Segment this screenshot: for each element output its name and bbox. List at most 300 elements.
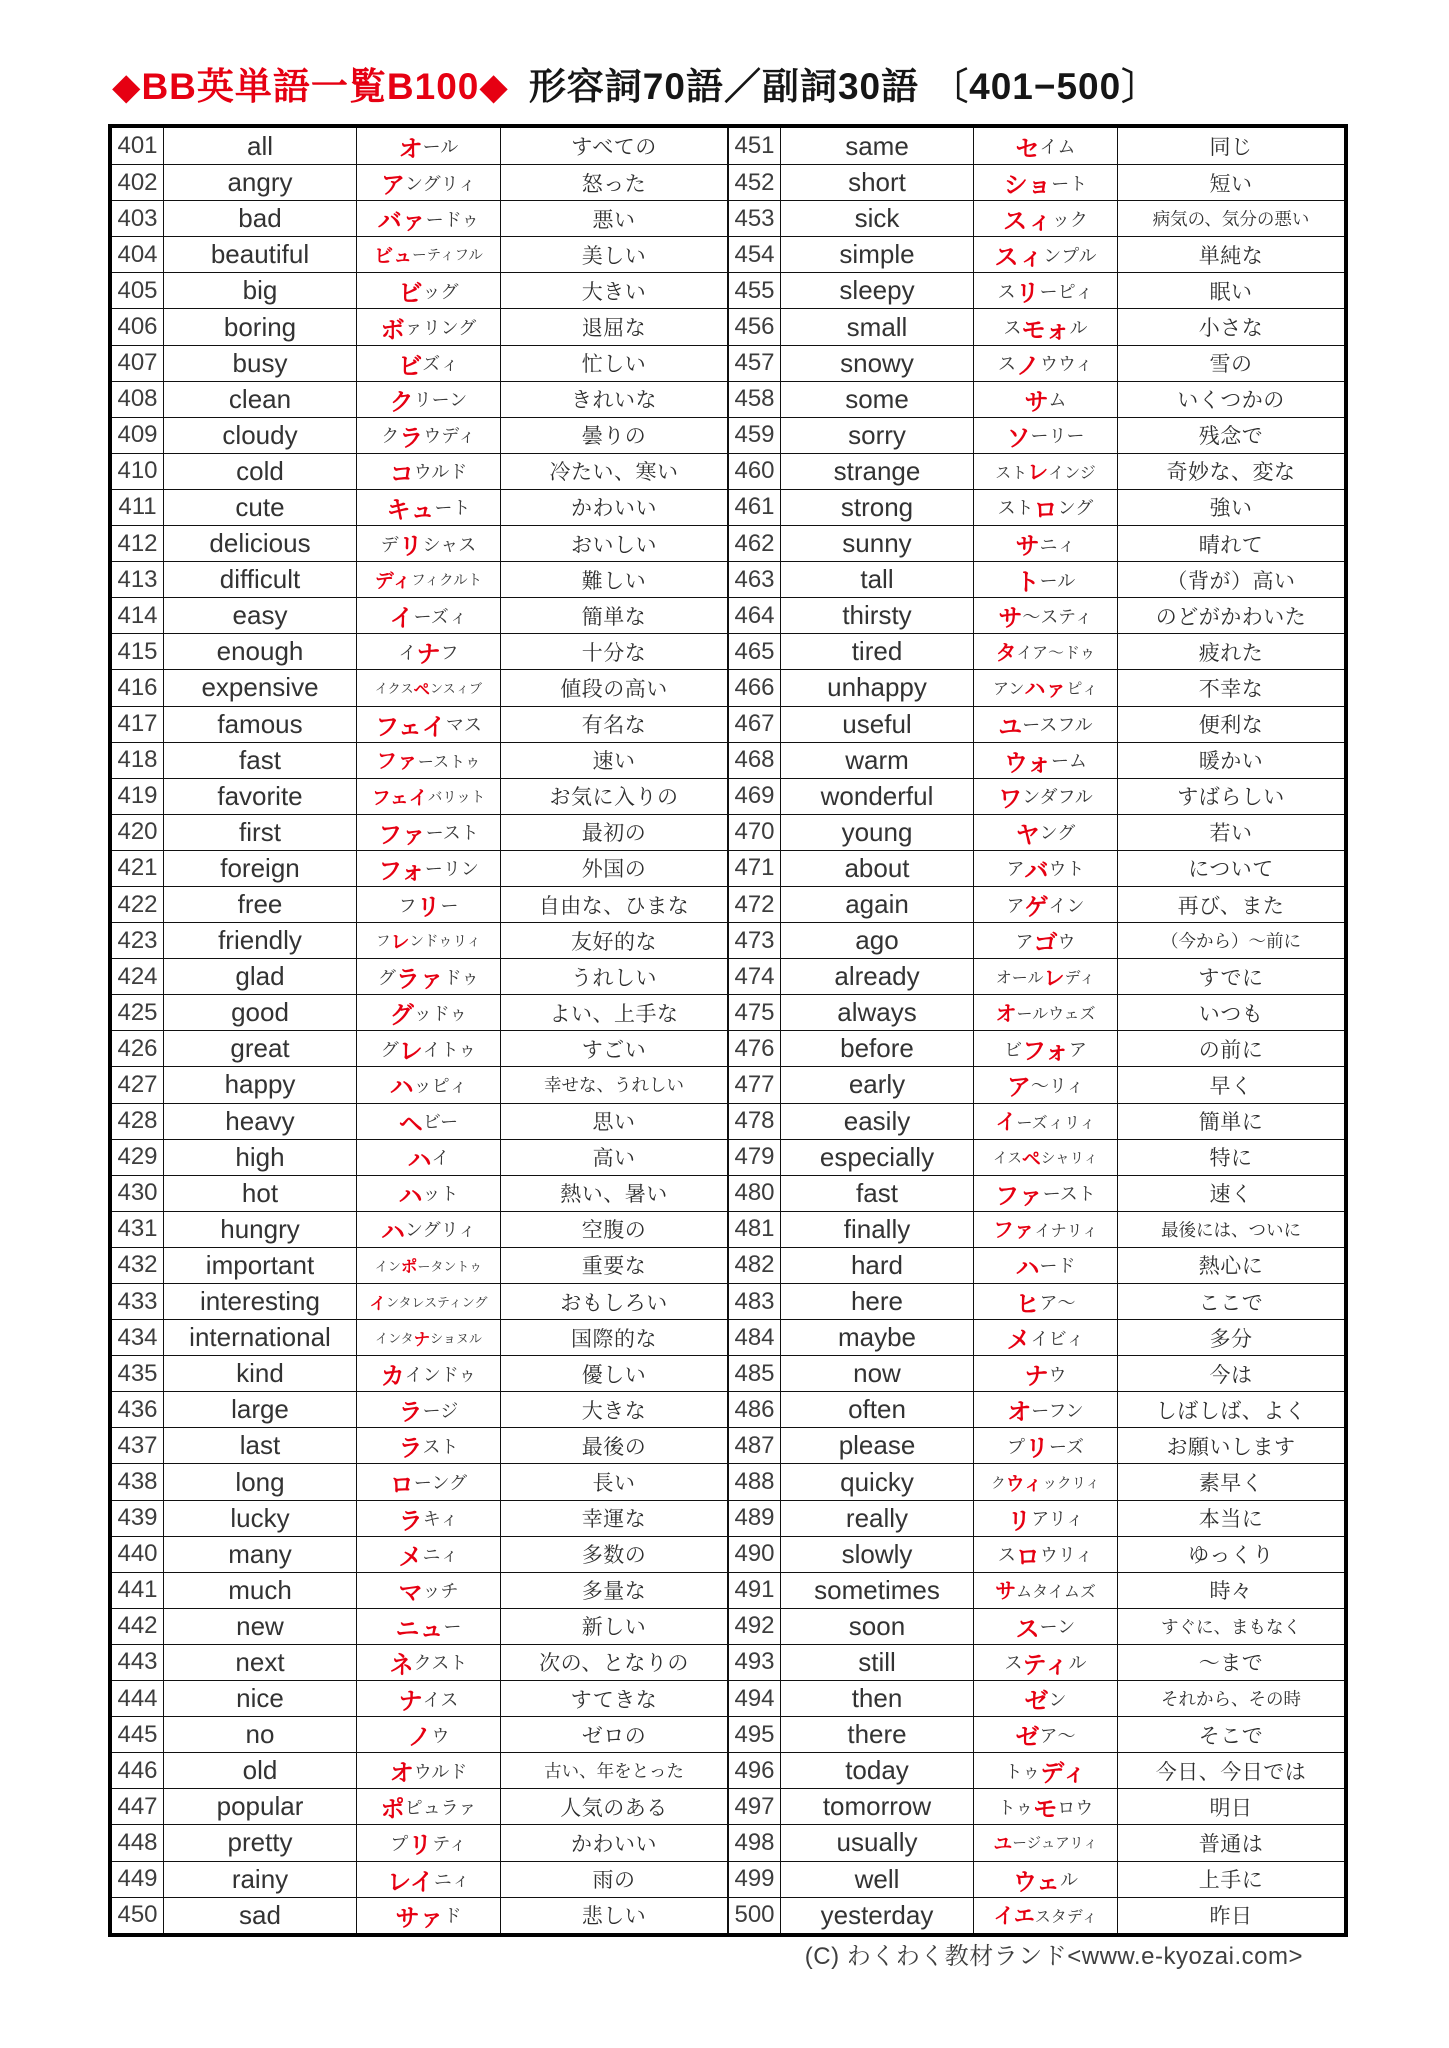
word-number: 468 xyxy=(734,746,775,774)
kana-plain: バリット xyxy=(427,789,486,806)
japanese-meaning: 上手に xyxy=(1117,1862,1344,1897)
english-word: snowy xyxy=(780,346,973,381)
katakana-pronunciation xyxy=(973,1067,1117,1102)
table-row xyxy=(729,1103,1344,1139)
kana-accent: イエ xyxy=(993,1905,1035,1929)
katakana-pronunciation xyxy=(973,959,1117,994)
japanese-meaning: 難しい xyxy=(500,562,727,597)
word-number: 497 xyxy=(734,1792,775,1820)
english-word: enough xyxy=(163,634,356,669)
japanese-meaning: （今から）～前に xyxy=(1117,923,1344,958)
english-word: usually xyxy=(780,1825,973,1860)
word-number: 483 xyxy=(734,1287,775,1315)
table-row xyxy=(729,1066,1344,1102)
japanese-meaning: 普通は xyxy=(1117,1825,1344,1860)
kana-accent: レ xyxy=(390,932,410,954)
kana-accent: ロ xyxy=(1033,496,1058,524)
english-word: well xyxy=(780,1862,973,1897)
kana-plain: ス xyxy=(1004,1653,1023,1674)
kana-plain: ズィ xyxy=(422,354,459,375)
kana-plain: ス xyxy=(997,1545,1016,1566)
katakana-pronunciation xyxy=(356,1753,500,1788)
kana-plain: シャス xyxy=(422,534,477,555)
japanese-meaning: いつも xyxy=(1117,995,1344,1030)
english-word: no xyxy=(163,1717,356,1752)
katakana-pronunciation xyxy=(356,670,500,705)
kana-plain: スタディ xyxy=(1034,1908,1098,1926)
kana-accent: ロ xyxy=(1015,1543,1040,1571)
english-word: already xyxy=(780,959,973,994)
english-word: unhappy xyxy=(780,670,973,705)
kana-plain: イ xyxy=(398,642,417,663)
word-number: 430 xyxy=(117,1179,158,1207)
table-row xyxy=(112,922,727,958)
table-row xyxy=(729,1391,1344,1427)
english-word: lucky xyxy=(163,1501,356,1536)
kana-accent: ラ xyxy=(399,424,424,452)
katakana-pronunciation xyxy=(973,1609,1117,1644)
english-word: clean xyxy=(163,382,356,417)
japanese-meaning: 不幸な xyxy=(1117,670,1344,705)
english-word: angry xyxy=(163,165,356,200)
katakana-pronunciation xyxy=(356,1501,500,1536)
kana-plain: イナリィ xyxy=(1034,1222,1098,1240)
katakana-pronunciation xyxy=(973,995,1117,1030)
kana-plain: ウディ xyxy=(423,426,476,447)
kana-plain: ングリィ xyxy=(405,1220,476,1241)
word-number: 472 xyxy=(734,890,775,918)
japanese-meaning: 有名な xyxy=(500,707,727,742)
word-number: 471 xyxy=(734,854,775,882)
kana-accent: ティ xyxy=(1022,1651,1069,1679)
japanese-meaning: 大きい xyxy=(500,273,727,308)
table-row xyxy=(112,164,727,200)
word-number: 441 xyxy=(117,1576,158,1604)
english-word: hungry xyxy=(163,1212,356,1247)
katakana-pronunciation xyxy=(973,201,1117,236)
katakana-pronunciation xyxy=(356,1031,500,1066)
vocab-table xyxy=(108,124,1348,1937)
kana-accent: リ xyxy=(398,533,423,561)
word-number: 418 xyxy=(117,746,158,774)
table-row xyxy=(112,1897,727,1933)
japanese-meaning: 単純な xyxy=(1117,237,1344,272)
word-number: 459 xyxy=(734,421,775,449)
japanese-meaning: すごい xyxy=(500,1031,727,1066)
english-word: sometimes xyxy=(780,1573,973,1608)
katakana-pronunciation xyxy=(973,382,1117,417)
kana-accent: ラァ xyxy=(395,966,444,994)
table-row xyxy=(729,1861,1344,1897)
japanese-meaning: 最初の xyxy=(500,815,727,850)
word-number: 495 xyxy=(734,1720,775,1748)
table-row xyxy=(112,1030,727,1066)
kana-accent: イ xyxy=(389,605,414,633)
table-row xyxy=(112,1355,727,1391)
kana-plain: ムタイムズ xyxy=(1016,1583,1096,1601)
kana-plain: ンタレスティング xyxy=(385,1295,488,1311)
english-word: happy xyxy=(163,1067,356,1102)
kana-accent: フォ xyxy=(378,857,425,885)
word-number: 438 xyxy=(117,1468,158,1496)
table-row xyxy=(729,850,1344,886)
kana-plain: ーング xyxy=(413,1473,468,1494)
english-word: hard xyxy=(780,1248,973,1283)
word-number: 492 xyxy=(734,1612,775,1640)
english-word: foreign xyxy=(163,851,356,886)
japanese-meaning: かわいい xyxy=(500,490,727,525)
japanese-meaning: 便利な xyxy=(1117,707,1344,742)
word-number: 467 xyxy=(734,710,775,738)
kana-accent: イ xyxy=(995,1111,1017,1135)
katakana-pronunciation xyxy=(356,1681,500,1716)
english-word: sad xyxy=(163,1898,356,1933)
kana-plain: ーリー xyxy=(1030,426,1085,447)
katakana-pronunciation xyxy=(356,1825,500,1860)
katakana-pronunciation xyxy=(973,1428,1117,1463)
katakana-pronunciation xyxy=(356,237,500,272)
japanese-meaning: 思い xyxy=(500,1104,727,1139)
word-number: 445 xyxy=(117,1720,158,1748)
kana-plain: ディ xyxy=(1064,970,1096,988)
katakana-pronunciation xyxy=(973,779,1117,814)
english-word: strong xyxy=(780,490,973,525)
kana-plain: ート xyxy=(434,498,471,519)
word-number: 479 xyxy=(734,1143,775,1171)
english-word: tired xyxy=(780,634,973,669)
table-row xyxy=(729,489,1344,525)
english-word: today xyxy=(780,1753,973,1788)
table-row xyxy=(112,236,727,272)
english-word: cute xyxy=(163,490,356,525)
word-number: 458 xyxy=(734,385,775,413)
table-row xyxy=(112,1536,727,1572)
japanese-meaning: お気に入りの xyxy=(500,779,727,814)
word-number: 491 xyxy=(734,1576,775,1604)
katakana-pronunciation xyxy=(973,454,1117,489)
kana-plain: ーズィリィ xyxy=(1016,1114,1096,1132)
word-number: 446 xyxy=(117,1756,158,1784)
katakana-pronunciation xyxy=(356,887,500,922)
table-row xyxy=(112,994,727,1030)
word-list-left xyxy=(112,128,727,1933)
kana-plain: アリィ xyxy=(1031,1509,1084,1530)
katakana-pronunciation xyxy=(356,1104,500,1139)
table-row xyxy=(112,886,727,922)
table-row xyxy=(729,1680,1344,1716)
word-number: 436 xyxy=(117,1395,158,1423)
english-word: thirsty xyxy=(780,598,973,633)
kana-accent: モ xyxy=(1033,1796,1058,1824)
japanese-meaning: ゼロの xyxy=(500,1717,727,1752)
english-word: especially xyxy=(780,1140,973,1175)
katakana-pronunciation xyxy=(973,237,1117,272)
kana-plain: ング xyxy=(1039,823,1076,844)
kana-plain: ァリング xyxy=(404,318,477,339)
kana-plain: ーフン xyxy=(1031,1400,1084,1421)
katakana-pronunciation xyxy=(973,1717,1117,1752)
japanese-meaning: すぐに、まもなく xyxy=(1117,1609,1344,1644)
katakana-pronunciation xyxy=(356,1428,500,1463)
kana-plain: イン xyxy=(1048,895,1085,916)
katakana-pronunciation xyxy=(973,815,1117,850)
word-list-right xyxy=(727,128,1344,1933)
table-row xyxy=(112,1247,727,1283)
english-word: kind xyxy=(163,1356,356,1391)
word-number: 412 xyxy=(117,529,158,557)
table-row xyxy=(112,272,727,308)
japanese-meaning: 美しい xyxy=(500,237,727,272)
kana-accent: ポ xyxy=(380,1796,405,1824)
kana-accent: ハ xyxy=(381,1218,406,1246)
english-word: easy xyxy=(163,598,356,633)
english-word: beautiful xyxy=(163,237,356,272)
kana-plain: ス xyxy=(1003,318,1022,339)
katakana-pronunciation xyxy=(356,707,500,742)
katakana-pronunciation xyxy=(356,1212,500,1247)
kana-accent: ナ xyxy=(1024,1363,1049,1391)
table-row xyxy=(112,1788,727,1824)
kana-plain: ンドゥリィ xyxy=(409,934,482,951)
kana-plain: フ xyxy=(440,642,459,663)
japanese-meaning: 今は xyxy=(1117,1356,1344,1391)
kana-accent: キュ xyxy=(386,496,435,524)
japanese-meaning: について xyxy=(1117,851,1344,886)
english-word: favorite xyxy=(163,779,356,814)
english-word: always xyxy=(780,995,973,1030)
katakana-pronunciation xyxy=(973,1356,1117,1391)
kana-accent: ノ xyxy=(1016,352,1041,380)
kana-plain: ート xyxy=(1051,173,1088,194)
english-word: maybe xyxy=(780,1320,973,1355)
kana-accent: ウェ xyxy=(1012,1868,1061,1896)
katakana-pronunciation xyxy=(356,1645,500,1680)
kana-accent: フォ xyxy=(1022,1038,1069,1066)
japanese-meaning: ゆっくり xyxy=(1117,1537,1344,1572)
japanese-meaning: 多分 xyxy=(1117,1320,1344,1355)
kana-plain: ールウェズ xyxy=(1016,1006,1096,1024)
kana-plain: ル xyxy=(1069,318,1088,339)
english-word: some xyxy=(780,382,973,417)
kana-accent: フェイ xyxy=(375,713,446,741)
table-row xyxy=(729,1427,1344,1463)
kana-plain: ス xyxy=(997,281,1016,302)
english-word: then xyxy=(780,1681,973,1716)
japanese-meaning: そこで xyxy=(1117,1717,1344,1752)
table-row xyxy=(729,236,1344,272)
katakana-pronunciation xyxy=(356,454,500,489)
katakana-pronunciation xyxy=(356,634,500,669)
kana-plain: ア～ xyxy=(1039,1725,1076,1746)
kana-accent: オ xyxy=(995,1002,1017,1026)
japanese-meaning: すてきな xyxy=(500,1681,727,1716)
word-number: 480 xyxy=(734,1179,775,1207)
kana-plain: ット xyxy=(422,1184,459,1205)
katakana-pronunciation xyxy=(356,1609,500,1644)
word-number: 496 xyxy=(734,1756,775,1784)
kana-plain: ージュアリィ xyxy=(1012,1836,1098,1853)
katakana-pronunciation xyxy=(356,201,500,236)
page-title xyxy=(112,64,1159,110)
word-number: 478 xyxy=(734,1107,775,1135)
kana-plain: ～スティ xyxy=(1022,606,1093,627)
kana-plain: ードゥ xyxy=(425,209,480,230)
kana-accent: ウォ xyxy=(1003,749,1052,777)
katakana-pronunciation xyxy=(973,1537,1117,1572)
kana-accent: バ xyxy=(1024,857,1049,885)
table-row xyxy=(729,200,1344,236)
kana-accent: ラ xyxy=(398,1507,423,1535)
kana-plain: オール xyxy=(995,970,1044,988)
katakana-pronunciation xyxy=(973,598,1117,633)
word-number: 477 xyxy=(734,1070,775,1098)
kana-accent: オ xyxy=(398,135,423,163)
kana-plain: イトゥ xyxy=(422,1039,477,1060)
kana-accent: ゼ xyxy=(1024,1688,1049,1716)
katakana-pronunciation xyxy=(356,382,500,417)
table-row xyxy=(729,1788,1344,1824)
word-number: 409 xyxy=(117,421,158,449)
kana-accent: ビュ xyxy=(374,246,413,268)
japanese-meaning: 新しい xyxy=(500,1609,727,1644)
english-word: delicious xyxy=(163,526,356,561)
japanese-meaning: きれいな xyxy=(500,382,727,417)
kana-accent: ユ xyxy=(998,713,1023,741)
kana-accent: ユ xyxy=(993,1834,1013,1856)
table-row xyxy=(729,164,1344,200)
katakana-pronunciation xyxy=(973,1501,1117,1536)
kana-accent: ボ xyxy=(380,316,405,344)
kana-accent: スィ xyxy=(994,244,1044,272)
kana-accent: リ xyxy=(408,1832,433,1860)
word-number: 484 xyxy=(734,1323,775,1351)
table-row xyxy=(112,778,727,814)
kana-plain: ニィ xyxy=(433,1870,470,1891)
word-number: 488 xyxy=(734,1468,775,1496)
japanese-meaning: 退屈な xyxy=(500,309,727,344)
japanese-meaning: 高い xyxy=(500,1140,727,1175)
kana-plain: ショヌル xyxy=(430,1331,482,1347)
kana-plain: ニィ xyxy=(422,1545,459,1566)
katakana-pronunciation xyxy=(973,1862,1117,1897)
table-row xyxy=(112,1572,727,1608)
kana-plain: ウウィ xyxy=(1040,354,1093,375)
word-number: 403 xyxy=(117,204,158,232)
english-word: fast xyxy=(780,1176,973,1211)
japanese-meaning: （背が）高い xyxy=(1117,562,1344,597)
word-number: 425 xyxy=(117,998,158,1026)
table-row xyxy=(729,1897,1344,1933)
kana-plain: ピュラァ xyxy=(404,1797,477,1818)
kana-accent: ファ xyxy=(378,821,426,849)
english-word: all xyxy=(163,128,356,164)
word-number: 404 xyxy=(117,240,158,268)
japanese-meaning: しばしば、よく xyxy=(1117,1392,1344,1427)
kana-plain: ビー xyxy=(422,1112,459,1133)
kana-plain: スト xyxy=(995,464,1028,482)
katakana-pronunciation xyxy=(973,743,1117,778)
katakana-pronunciation xyxy=(973,309,1117,344)
katakana-pronunciation xyxy=(973,128,1117,164)
kana-plain: ー xyxy=(443,1617,462,1638)
table-row xyxy=(729,886,1344,922)
table-row xyxy=(112,597,727,633)
word-number: 420 xyxy=(117,818,158,846)
katakana-pronunciation xyxy=(356,995,500,1030)
english-word: first xyxy=(163,815,356,850)
english-word: pretty xyxy=(163,1825,356,1860)
word-number: 460 xyxy=(734,457,775,485)
table-row xyxy=(729,1824,1344,1860)
kana-accent: メ xyxy=(398,1543,423,1571)
table-row xyxy=(729,272,1344,308)
japanese-meaning: 次の、となりの xyxy=(500,1645,727,1680)
table-row xyxy=(729,1283,1344,1319)
english-word: soon xyxy=(780,1609,973,1644)
katakana-pronunciation xyxy=(973,562,1117,597)
english-word: slowly xyxy=(780,1537,973,1572)
katakana-pronunciation xyxy=(356,1248,500,1283)
japanese-meaning: の前に xyxy=(1117,1031,1344,1066)
english-word: finally xyxy=(780,1212,973,1247)
kana-accent: ソ xyxy=(1006,424,1031,452)
english-word: old xyxy=(163,1753,356,1788)
english-word: glad xyxy=(163,959,356,994)
word-number: 482 xyxy=(734,1251,775,1279)
kana-accent: タ xyxy=(995,641,1017,665)
kana-plain: アン xyxy=(992,681,1025,699)
table-row xyxy=(729,1500,1344,1536)
kana-plain: フ xyxy=(398,895,417,916)
japanese-meaning: お願いします xyxy=(1117,1428,1344,1463)
kana-plain: ースト xyxy=(425,823,479,844)
kana-accent: スィ xyxy=(1003,208,1052,236)
katakana-pronunciation xyxy=(973,670,1117,705)
katakana-pronunciation xyxy=(973,1212,1117,1247)
kana-plain: スト xyxy=(422,1436,459,1457)
japanese-meaning: おいしい xyxy=(500,526,727,561)
japanese-meaning: 病気の、気分の悪い xyxy=(1117,201,1344,236)
katakana-pronunciation xyxy=(973,1573,1117,1608)
word-number: 414 xyxy=(117,601,158,629)
table-row xyxy=(729,417,1344,453)
english-word: expensive xyxy=(163,670,356,705)
japanese-meaning: 幸せな、うれしい xyxy=(500,1067,727,1102)
katakana-pronunciation xyxy=(356,1717,500,1752)
english-word: tomorrow xyxy=(780,1789,973,1824)
kana-accent: ハ xyxy=(398,1182,423,1210)
kana-plain: ック xyxy=(1051,209,1088,230)
kana-accent: サ xyxy=(1024,388,1049,416)
table-row xyxy=(729,381,1344,417)
english-word: interesting xyxy=(163,1284,356,1319)
kana-plain: ースフル xyxy=(1022,715,1093,736)
japanese-meaning: 最後には、ついに xyxy=(1117,1212,1344,1247)
table-row xyxy=(112,1211,727,1247)
kana-plain: キィ xyxy=(422,1509,459,1530)
title-range: 〔401−500〕 xyxy=(931,66,1160,107)
japanese-meaning: 疲れた xyxy=(1117,634,1344,669)
katakana-pronunciation xyxy=(356,1140,500,1175)
word-number: 447 xyxy=(117,1792,158,1820)
kana-plain: スト xyxy=(997,498,1034,519)
kana-accent: ハァ xyxy=(1024,677,1067,701)
table-row xyxy=(729,1247,1344,1283)
japanese-meaning: 雨の xyxy=(500,1862,727,1897)
kana-accent: バァ xyxy=(377,208,426,236)
katakana-pronunciation xyxy=(356,1898,500,1933)
table-row xyxy=(112,1752,727,1788)
